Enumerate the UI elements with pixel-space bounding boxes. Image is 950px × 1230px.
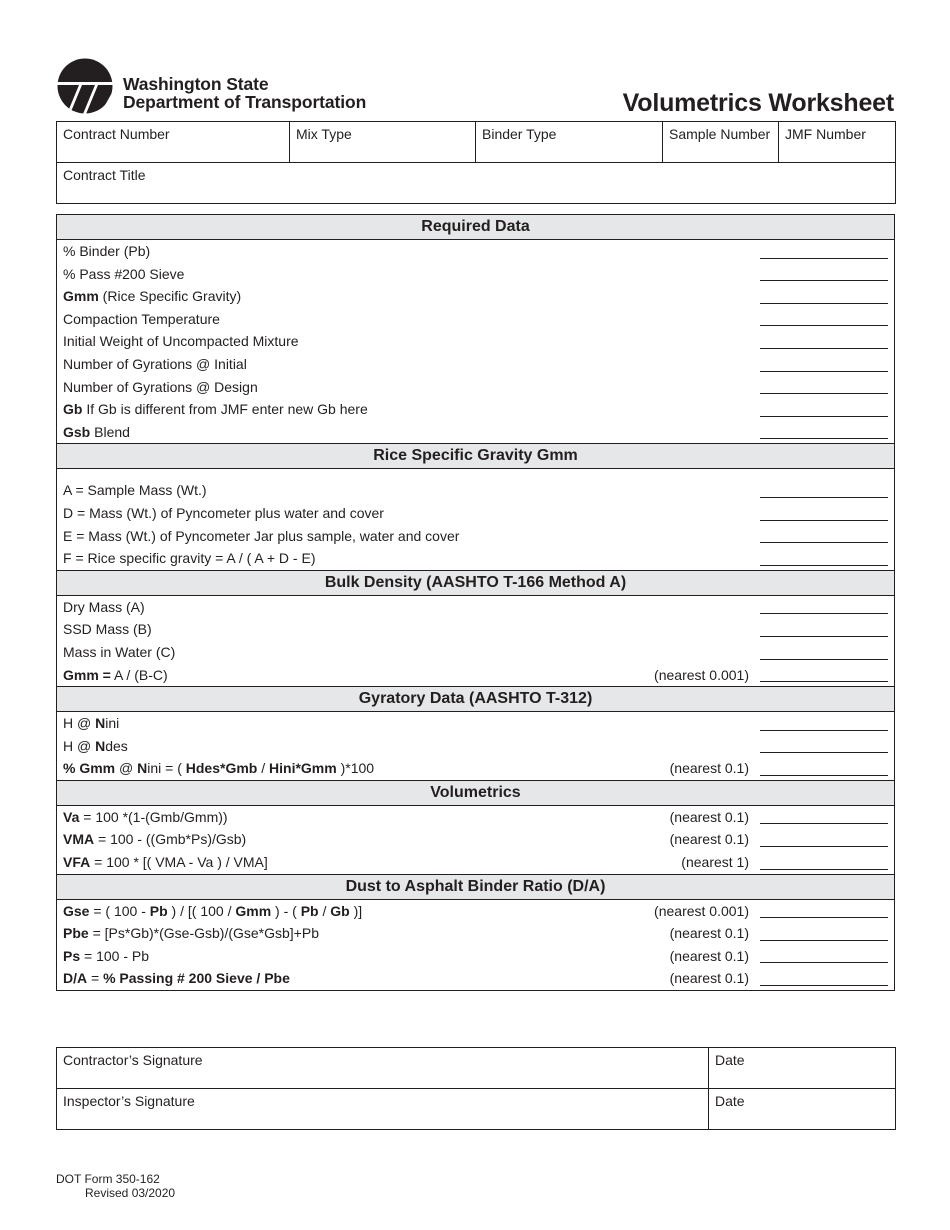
input-line[interactable]	[760, 752, 888, 753]
row-label: A = Sample Mass (Wt.)	[63, 482, 207, 499]
row-label: Compaction Temperature	[63, 310, 220, 327]
row-gsb-blend	[57, 421, 894, 444]
section-dust-asphalt-ratio: Dust to Asphalt Binder Ratio (D/A)	[57, 874, 894, 900]
form-number: DOT Form 350-162	[56, 1172, 160, 1186]
row-label: H @	[63, 737, 96, 754]
binder-type-field[interactable]: Binder Type	[476, 122, 663, 163]
contract-info-table	[56, 121, 896, 204]
row-compaction-temperature	[57, 308, 894, 331]
row-label: (Rice Specific Gravity)	[98, 288, 242, 305]
row-ssd-mass	[57, 618, 894, 641]
row-initial-weight	[57, 330, 894, 353]
input-line[interactable]	[760, 393, 888, 394]
row-gyrations-design	[57, 376, 894, 399]
precision-note: (nearest 0.001)	[654, 666, 749, 683]
row-label: Number of Gyrations @ Initial	[63, 355, 247, 372]
row-gmm	[57, 285, 894, 308]
inspector-date-field[interactable]: Date	[709, 1089, 896, 1130]
row-gmb	[57, 664, 894, 687]
input-line[interactable]	[760, 520, 888, 521]
input-line[interactable]	[760, 303, 888, 304]
row-label: A / (B-C)	[110, 666, 168, 683]
row-pyncometer-sample	[57, 525, 894, 548]
row-label-bold: Va	[63, 808, 80, 825]
precision-note: (nearest 0.1)	[669, 760, 749, 777]
row-label-bold: Hdes*Gmb	[185, 760, 258, 777]
row-label: F = Rice specific gravity = A / ( A + D - E)	[63, 550, 316, 567]
volumetrics-form	[56, 214, 895, 991]
section-gyratory-data: Gyratory Data (AASHTO T-312)	[57, 686, 894, 712]
row-label: Number of Gyrations @ Design	[63, 378, 258, 395]
agency-line-2: Department of Transportation	[123, 92, 367, 112]
row-label-bold: Pb	[300, 902, 319, 919]
row-label: E = Mass (Wt.) of Pyncometer Jar plus sample, water and cover	[63, 527, 460, 544]
row-ps	[57, 945, 894, 968]
row-da-ratio	[57, 967, 894, 990]
row-label-bold: N	[95, 737, 106, 754]
precision-note: (nearest 0.1)	[669, 831, 749, 848]
input-line[interactable]	[760, 258, 888, 259]
precision-note: (nearest 1)	[681, 854, 749, 871]
input-line[interactable]	[760, 438, 888, 439]
row-label: D = Mass (Wt.) of Pyncometer plus water and cover	[63, 504, 384, 521]
precision-note: (nearest 0.1)	[669, 808, 749, 825]
input-line[interactable]	[760, 846, 888, 847]
row-label: = 100 *(1-(Gmb/Gmm))	[79, 808, 228, 825]
section-required-data: Required Data	[57, 215, 894, 240]
row-label-bold: N	[95, 715, 106, 732]
input-line[interactable]	[760, 730, 888, 731]
row-pyncometer-water	[57, 502, 894, 525]
jmf-number-field[interactable]: JMF Number	[779, 122, 896, 163]
row-label: Blend	[90, 423, 130, 440]
row-label-bold: VMA	[63, 831, 95, 848]
spacer	[57, 469, 894, 479]
row-label: Dry Mass (A)	[63, 598, 145, 615]
input-line[interactable]	[760, 348, 888, 349]
precision-note: (nearest 0.1)	[669, 947, 749, 964]
row-binder-pb	[57, 240, 894, 263]
row-label-bold: N	[137, 760, 148, 777]
input-line[interactable]	[760, 681, 888, 682]
row-label-bold: D/A	[63, 970, 88, 987]
row-label: @	[115, 760, 138, 777]
input-line[interactable]	[760, 823, 888, 824]
input-line[interactable]	[760, 659, 888, 660]
row-label-bold: VFA	[63, 854, 91, 871]
row-label-bold: Gb	[330, 902, 350, 919]
inspector-signature-field[interactable]: Inspector’s Signature	[57, 1089, 709, 1130]
row-label: )]	[349, 902, 363, 919]
row-label: )*100	[336, 760, 375, 777]
page-title: Volumetrics Worksheet	[622, 89, 894, 117]
input-line[interactable]	[760, 565, 888, 566]
input-line[interactable]	[760, 371, 888, 372]
agency-name	[123, 75, 366, 111]
row-va	[57, 806, 894, 829]
row-vfa	[57, 851, 894, 874]
row-h-ndes	[57, 735, 894, 758]
wsdot-emblem-icon	[57, 58, 113, 114]
input-line[interactable]	[760, 985, 888, 986]
row-label-bold: Gmm =	[63, 666, 111, 683]
input-line[interactable]	[760, 917, 888, 918]
section-bulk-density: Bulk Density (AASHTO T-166 Method A)	[57, 570, 894, 596]
row-label: =	[87, 970, 104, 987]
signature-table	[56, 1047, 896, 1130]
row-mass-in-water	[57, 641, 894, 664]
row-label-bold: Hini*Gmm	[269, 760, 337, 777]
row-label: ) - (	[271, 902, 301, 919]
row-label-bold: Ps	[63, 947, 81, 964]
row-rice-gravity	[57, 547, 894, 570]
input-line[interactable]	[760, 775, 888, 776]
row-pbe	[57, 922, 894, 945]
agency-line-1: Washington State	[123, 74, 269, 94]
row-percent-gmm-nini	[57, 757, 894, 780]
row-h-nini	[57, 712, 894, 735]
input-line[interactable]	[760, 416, 888, 417]
row-label: H @	[63, 715, 96, 732]
row-label: /	[318, 902, 331, 919]
sample-number-field[interactable]: Sample Number	[663, 122, 779, 163]
input-line[interactable]	[760, 962, 888, 963]
row-label: ) / [( 100 /	[167, 902, 236, 919]
row-label: = 100 * [( VMA - Va ) / VMA]	[90, 854, 268, 871]
row-label: % Binder (Pb)	[63, 243, 151, 259]
row-label: = 100 - ((Gmb*Ps)/Gsb)	[94, 831, 247, 848]
row-label-bold: Gsb	[63, 423, 91, 440]
row-label-bold: Gse	[63, 902, 90, 919]
row-label-bold: Gb	[63, 401, 83, 418]
row-label: = [Ps*Gb)*(Gse-Gsb)/(Gse*Gsb]+Pb	[88, 925, 319, 942]
input-line[interactable]	[760, 940, 888, 941]
contract-title-field[interactable]: Contract Title	[57, 163, 896, 204]
revision-date: Revised 03/2020	[85, 1186, 176, 1200]
form-footer	[56, 1172, 175, 1200]
row-label: ini	[105, 715, 120, 732]
contractor-date-field[interactable]: Date	[709, 1048, 896, 1089]
input-line[interactable]	[760, 613, 888, 614]
contract-number-field[interactable]: Contract Number	[57, 122, 290, 163]
row-label: des	[105, 737, 128, 754]
row-gyrations-initial	[57, 353, 894, 376]
row-dry-mass	[57, 596, 894, 619]
row-gb	[57, 398, 894, 421]
row-gse	[57, 900, 894, 923]
row-label: ini = (	[147, 760, 186, 777]
section-volumetrics: Volumetrics	[57, 780, 894, 806]
row-label-bold: Pbe	[63, 925, 89, 942]
row-label-bold: % Passing # 200 Sieve / Pbe	[103, 970, 290, 987]
precision-note: (nearest 0.001)	[654, 902, 749, 919]
row-label-bold: Gmm	[235, 902, 272, 919]
row-label-bold: Pb	[149, 902, 168, 919]
row-label-bold: % Gmm	[63, 760, 116, 777]
row-sample-mass	[57, 479, 894, 502]
mix-type-field[interactable]: Mix Type	[290, 122, 476, 163]
input-line[interactable]	[760, 636, 888, 637]
row-label: Mass in Water (C)	[63, 643, 176, 660]
contractor-signature-field[interactable]: Contractor’s Signature	[57, 1048, 709, 1089]
input-line[interactable]	[760, 280, 888, 281]
row-vma	[57, 828, 894, 851]
input-line[interactable]	[760, 497, 888, 498]
row-label: If Gb is different from JMF enter new Gb here	[82, 401, 368, 418]
row-label: Initial Weight of Uncompacted Mixture	[63, 333, 299, 350]
input-line[interactable]	[760, 869, 888, 870]
row-label: % Pass #200 Sieve	[63, 265, 185, 282]
row-label: /	[257, 760, 270, 777]
row-label: SSD Mass (B)	[63, 621, 152, 638]
input-line[interactable]	[760, 542, 888, 543]
row-label-bold: Gmm	[63, 288, 99, 305]
row-label: = 100 - Pb	[80, 947, 150, 964]
row-label: = ( 100 -	[89, 902, 150, 919]
row-pass-200	[57, 263, 894, 286]
input-line[interactable]	[760, 325, 888, 326]
precision-note: (nearest 0.1)	[669, 925, 749, 942]
wsdot-logo	[57, 58, 397, 116]
section-rice-specific-gravity: Rice Specific Gravity Gmm	[57, 443, 894, 469]
precision-note: (nearest 0.1)	[669, 970, 749, 987]
